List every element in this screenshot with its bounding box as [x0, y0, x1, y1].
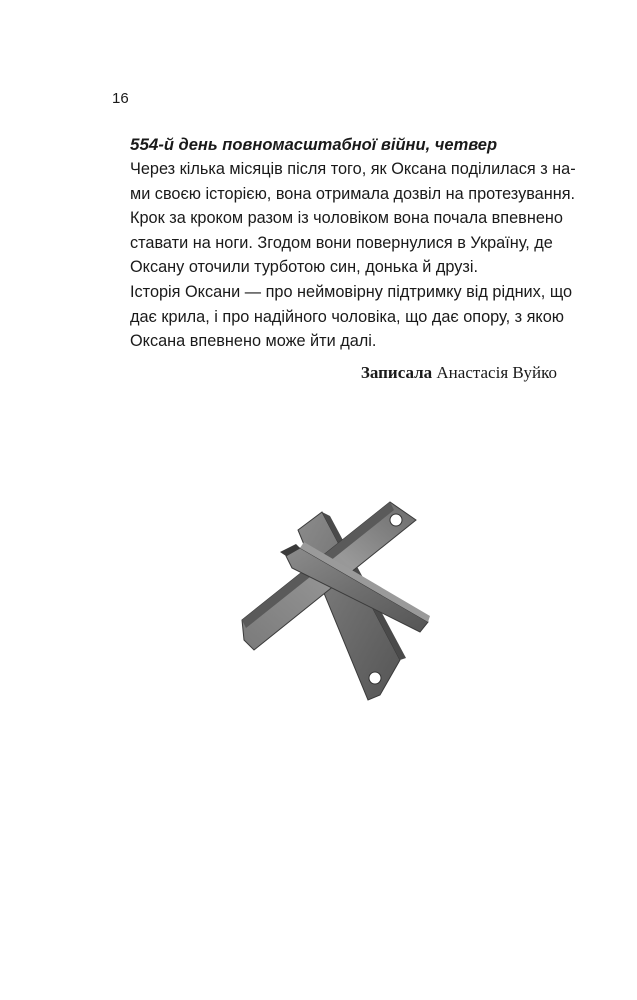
signature [361, 363, 557, 383]
signature-author: Анастасія Вуйко [436, 363, 557, 382]
section-heading [130, 135, 497, 155]
barrier-illustration-svg [230, 490, 440, 710]
body-line: Оксану оточили турботою син, донька й друзі. [130, 258, 479, 277]
heading-day-number: 554 [130, 135, 159, 154]
body-paragraph [130, 157, 576, 354]
page-number: 16 [112, 90, 129, 107]
body-line: Історія Оксани — про неймовірну підтримку від рідних, що [130, 282, 573, 301]
body-line: Через кілька місяців після того, як Оксана поділилася з на- [130, 160, 576, 178]
heading-text: -й день повномасштабної війни, четвер [158, 136, 498, 154]
body-line: Оксана впевнено може йти далі. [130, 332, 377, 351]
body-line: Крок за кроком разом із чоловіком вона почала впевнено [130, 209, 563, 228]
body-line: дає крила, і про надійного чоловіка, що дає опору, з якою [130, 307, 564, 326]
signature-label: Записала [360, 363, 433, 382]
body-line: ставати на ноги. Згодом вони повернулися в Україну, де [130, 233, 553, 252]
czech-hedgehog-barrier-icon [230, 490, 440, 710]
body-line: ми своєю історією, вона отримала дозвіл на протезування. [130, 184, 576, 203]
